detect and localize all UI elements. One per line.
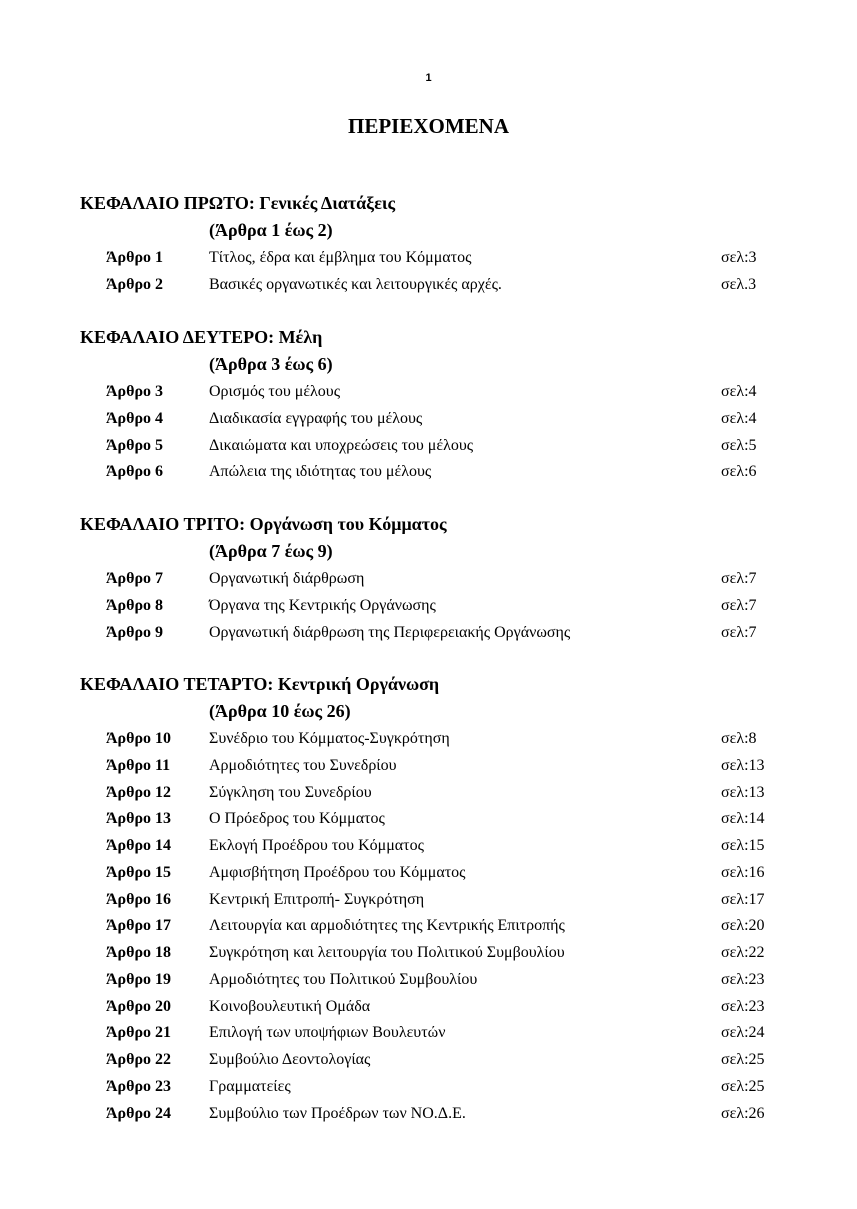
page-reference: σελ:7: [721, 570, 757, 587]
article-title: Τίτλος, έδρα και έμβλημα του Κόμματος: [209, 249, 472, 266]
toc-entry: [0, 1022, 857, 1044]
page-reference: σελ:24: [721, 1024, 765, 1042]
toc-entry: [0, 862, 857, 884]
article-title: Κοινοβουλευτική Ομάδα: [209, 997, 371, 1015]
page-reference: σελ:7: [721, 596, 757, 614]
article-title: Αρμοδιότητες του Πολιτικού Συμβουλίου: [209, 970, 478, 988]
toc-entry: [0, 1076, 857, 1098]
article-number: Άρθρο 19: [106, 970, 172, 988]
page-reference: σελ:13: [721, 756, 765, 774]
toc-entry: [0, 461, 857, 483]
toc-entry: [0, 915, 857, 937]
article-title: Όργανα της Κεντρικής Οργάνωσης: [209, 596, 436, 614]
chapter-heading: ΚΕΦΑΛΑΙΟ ΠΡΩΤΟ: Γενικές Διατάξεις: [80, 193, 396, 213]
article-number: Άρθρο 2: [106, 275, 164, 293]
page-reference: σελ:5: [721, 436, 757, 454]
article-title: Σύγκληση του Συνεδρίου: [209, 783, 372, 801]
page-reference: σελ:7: [721, 623, 757, 641]
toc-entry: [0, 435, 857, 457]
article-number: Άρθρο 17: [106, 917, 172, 935]
article-title: Συμβούλιο Δεοντολογίας: [209, 1051, 371, 1068]
article-title: Απώλεια της ιδιότητας του μέλους: [209, 463, 432, 481]
toc-entry: [0, 782, 857, 804]
article-number: Άρθρο 22: [106, 1051, 172, 1068]
page-reference: σελ:17: [721, 890, 765, 908]
article-title: Γραμματείες: [209, 1077, 291, 1095]
toc-entry: [0, 274, 857, 296]
toc-entry: [0, 595, 857, 617]
article-number: Άρθρο 13: [106, 810, 172, 828]
article-title: Οργανωτική διάρθρωση: [209, 570, 365, 587]
article-number: Άρθρο 16: [106, 890, 172, 908]
page-title: ΠΕΡΙΕΧΟΜΕΝΑ: [347, 114, 509, 138]
page-reference: σελ:13: [721, 783, 765, 801]
article-title: Λειτουργία και αρμοδιότητες της Κεντρικής Επιτροπής: [209, 917, 565, 935]
chapter-heading: ΚΕΦΑΛΑΙΟ ΤΕΤΑΡΤΟ: Κεντρική Οργάνωση: [80, 674, 440, 694]
article-title: Συμβούλιο των Προέδρων των ΝΟ.Δ.Ε.: [209, 1104, 466, 1122]
page-reference: σελ:23: [721, 970, 765, 988]
chapter-article-range: (Άρθρα 10 έως 26): [209, 701, 351, 721]
article-number: Άρθρο 23: [106, 1077, 172, 1095]
toc-entry: [0, 996, 857, 1018]
article-title: Αμφισβήτηση Προέδρου του Κόμματος: [209, 863, 466, 881]
article-title: Εκλογή Προέδρου του Κόμματος: [209, 837, 424, 854]
article-title: Επιλογή των υποψήφιων Βουλευτών: [209, 1024, 446, 1042]
page-reference: σελ:16: [721, 863, 765, 881]
article-number: Άρθρο 24: [106, 1104, 172, 1122]
article-number: Άρθρο 6: [106, 463, 164, 481]
article-number: Άρθρο 9: [106, 623, 164, 641]
article-number: Άρθρο 4: [106, 409, 164, 427]
article-number: Άρθρο 21: [106, 1024, 172, 1042]
toc-entry: [0, 1103, 857, 1125]
chapter-heading: ΚΕΦΑΛΑΙΟ ΔΕΥΤΕΡΟ: Μέλη: [80, 327, 323, 347]
article-title: Αρμοδιότητες του Συνεδρίου: [209, 756, 397, 774]
article-number: Άρθρο 20: [106, 997, 172, 1015]
toc-entry: [0, 755, 857, 777]
article-title: Συνέδριο του Κόμματος-Συγκρότηση: [209, 730, 450, 747]
page-reference: σελ:25: [721, 1051, 765, 1068]
page-reference: σελ:25: [721, 1077, 765, 1095]
article-title: Βασικές οργανωτικές και λειτουργικές αρχές.: [209, 275, 502, 293]
article-title: Συγκρότηση και λειτουργία του Πολιτικού Συμβουλίου: [209, 944, 565, 961]
page-reference: σελ:23: [721, 997, 765, 1015]
article-number: Άρθρο 3: [106, 383, 164, 400]
page-reference: σελ:22: [721, 944, 765, 961]
page-reference: σελ:26: [721, 1104, 765, 1122]
page-reference: σελ:14: [721, 810, 765, 828]
page-reference: σελ:4: [721, 383, 757, 400]
article-title: Οργανωτική διάρθρωση της Περιφερειακής Οργάνωσης: [209, 623, 571, 641]
article-title: Ο Πρόεδρος του Κόμματος: [209, 810, 385, 828]
toc-entry: [0, 1049, 857, 1071]
page-number: 1: [425, 72, 432, 84]
page-reference: σελ:6: [721, 463, 757, 481]
toc-entry: [0, 889, 857, 911]
toc-entry: [0, 622, 857, 644]
toc-entry: [0, 568, 857, 590]
article-number: Άρθρο 8: [106, 596, 164, 614]
page-reference: σελ.3: [721, 275, 757, 293]
page-reference: σελ:15: [721, 837, 765, 854]
page-reference: σελ:3: [721, 249, 757, 266]
article-number: Άρθρο 14: [106, 837, 172, 854]
toc-entry: [0, 408, 857, 430]
article-title: Διαδικασία εγγραφής του μέλους: [209, 409, 423, 427]
toc-entry: [0, 942, 857, 964]
page-reference: σελ:8: [721, 730, 757, 747]
chapter-article-range: (Άρθρα 1 έως 2): [209, 220, 333, 240]
article-number: Άρθρο 11: [106, 756, 171, 774]
article-number: Άρθρο 1: [106, 249, 164, 266]
chapter-article-range: (Άρθρα 3 έως 6): [209, 354, 333, 374]
article-number: Άρθρο 12: [106, 783, 172, 801]
article-title: Ορισμός του μέλους: [209, 383, 341, 400]
page-reference: σελ:20: [721, 917, 765, 935]
article-title: Κεντρική Επιτροπή- Συγκρότηση: [209, 890, 425, 908]
toc-entry: [0, 247, 857, 269]
toc-entry: [0, 381, 857, 403]
article-number: Άρθρο 7: [106, 570, 164, 587]
toc-entry: [0, 835, 857, 857]
toc-entry: [0, 728, 857, 750]
chapter-heading: ΚΕΦΑΛΑΙΟ ΤΡΙΤΟ: Οργάνωση του Κόμματος: [80, 514, 447, 534]
article-number: Άρθρο 15: [106, 863, 172, 881]
article-title: Δικαιώματα και υποχρεώσεις του μέλους: [209, 436, 474, 454]
chapter-article-range: (Άρθρα 7 έως 9): [209, 541, 333, 561]
page-reference: σελ:4: [721, 409, 757, 427]
article-number: Άρθρο 18: [106, 944, 172, 961]
article-number: Άρθρο 10: [106, 730, 172, 747]
toc-entry: [0, 969, 857, 991]
article-number: Άρθρο 5: [106, 436, 164, 454]
toc-entry: [0, 808, 857, 830]
